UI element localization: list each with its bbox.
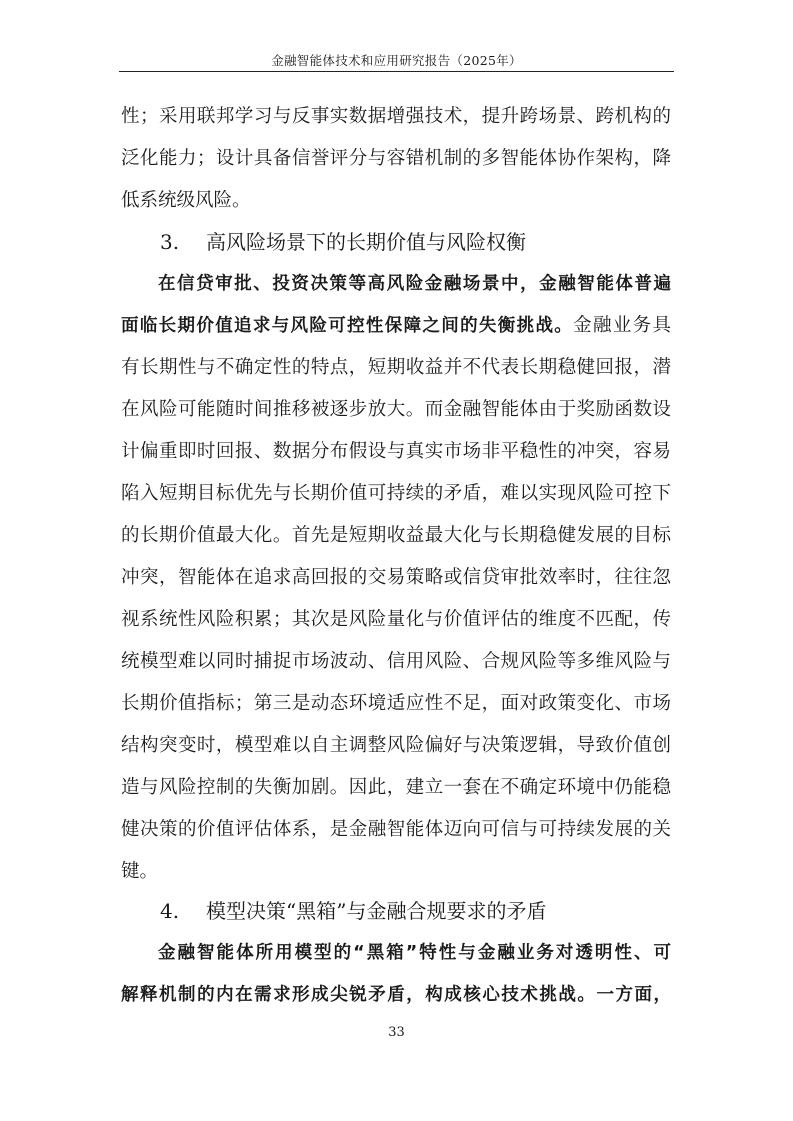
bold-lead: 解释机制的内在需求形成尖锐矛盾，构成核心技术挑战。一方面， [121,985,671,1005]
paragraph-line: 的长期价值最大化。首先是短期收益最大化与长期稳健发展的目标 [121,525,671,546]
bold-lead: 面临长期价值追求与风险可控性保障之间的失衡挑战。 [121,316,574,336]
section-title: 高风险场景下的长期价值与风险权衡 [206,230,526,254]
paragraph-line-bold [158,271,671,297]
paragraph-line: 性；采用联邦学习与反事实数据增强技术，提升跨场景、跨机构的 [121,106,671,127]
paragraph-text: 金融业务具 [573,315,671,336]
paragraph-line-bold [121,982,671,1008]
paragraph-line: 造与风险控制的失衡加剧。因此，建立一套在不确定环境中仍能稳 [121,777,671,798]
paragraph-line: 在风险可能随时间推移被逐步放大。而金融智能体由于奖励函数设 [121,399,671,420]
paragraph-line: 长期价值指标；第三是动态环境适应性不足，面对政策变化、市场 [121,693,671,714]
paragraph-line-mixed [121,313,671,339]
header-rule [119,71,674,72]
section-heading-4 [160,897,546,925]
section-heading-3 [160,228,526,256]
paragraph-line: 低系统级风险。 [121,190,251,211]
section-number: 3. [160,230,180,254]
running-header: 金融智能体技术和应用研究报告（2025年） [271,53,522,68]
paragraph-line: 键。 [121,861,159,882]
paragraph-line: 计偏重即时回报、数据分布假设与真实市场非平稳性的冲突，容易 [121,441,671,462]
paragraph-line: 有长期性与不确定性的特点，短期收益并不代表长期稳健回报，潜 [121,357,671,378]
section-title: 模型决策“黑箱”与金融合规要求的矛盾 [206,899,547,923]
paragraph-line: 统模型难以同时捕捉市场波动、信用风险、合规风险等多维风险与 [121,651,671,672]
paragraph-line: 冲突，智能体在追求高回报的交易策略或信贷审批效率时，往往忽 [121,567,671,588]
paragraph-line: 健决策的价值评估体系，是金融智能体迈向可信与可持续发展的关 [121,819,671,840]
paragraph-line: 结构突变时，模型难以自主调整风险偏好与决策逻辑，导致价值创 [121,735,671,756]
paragraph-line-bold [158,940,671,966]
paragraph-line: 视系统性风险积累；其次是风险量化与价值评估的维度不匹配，传 [121,609,671,630]
bold-lead: 在信贷审批、投资决策等高风险金融场景中，金融智能体普遍 [158,274,671,294]
bold-lead: 金融智能体所用模型的“黑箱”特性与金融业务对透明性、可 [158,943,671,963]
section-number: 4. [160,899,180,923]
paragraph-line: 陷入短期目标优先与长期价值可持续的矛盾，难以实现风险可控下 [121,483,671,504]
paragraph-line: 泛化能力；设计具备信誉评分与容错机制的多智能体协作架构，降 [121,148,671,169]
page-number: 33 [388,1025,405,1040]
